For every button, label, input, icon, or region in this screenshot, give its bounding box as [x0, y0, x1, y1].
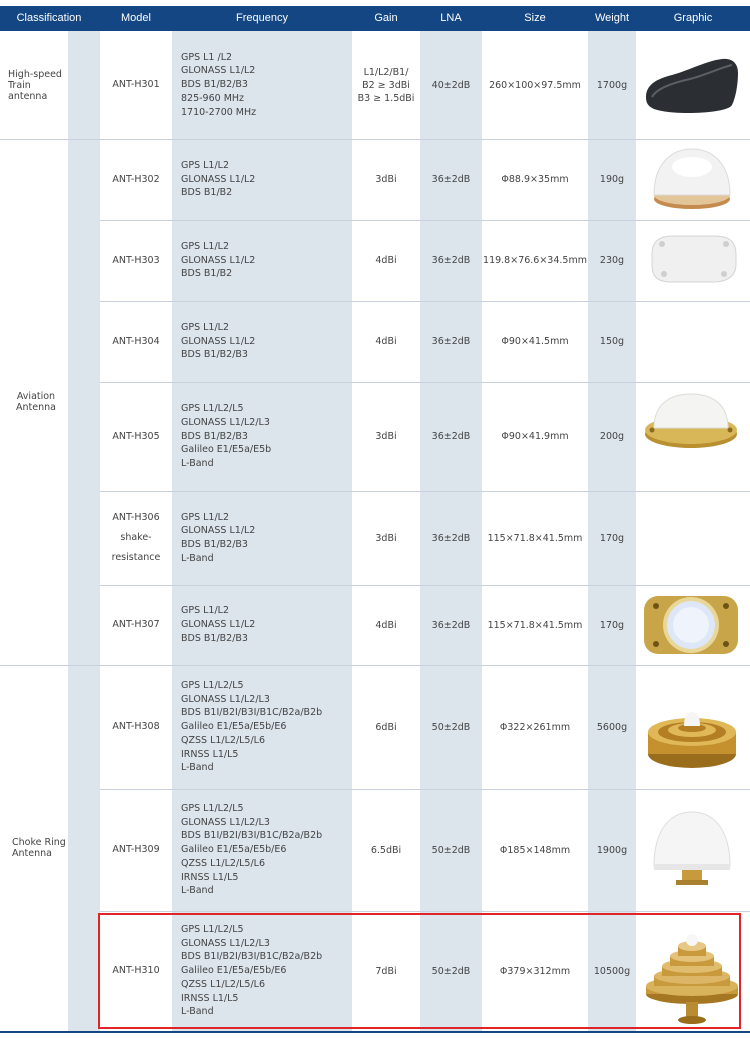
gold-choke-ring-antenna-icon	[644, 692, 740, 774]
frequency-item: IRNSS L1/L5	[181, 992, 239, 1004]
size-cell	[482, 139, 588, 220]
weight-text: 150g	[599, 336, 625, 347]
lna-text: 50±2dB	[431, 721, 471, 733]
model-text	[112, 75, 159, 95]
gain-text	[371, 844, 401, 857]
size-cell	[482, 789, 588, 911]
gain-text	[375, 430, 396, 443]
model-line: ANT-H302	[112, 173, 160, 185]
weight-cell	[588, 665, 636, 789]
frequency-item: GLONASS L1/L2/L3	[181, 693, 270, 705]
lna-cell	[420, 491, 482, 585]
gain-line: 4dBi	[375, 336, 397, 347]
lna-cell	[420, 220, 482, 301]
frequency-item: GLONASS L1/L2/L3	[181, 416, 270, 428]
gain-text	[375, 619, 396, 632]
weight-cell	[588, 382, 636, 491]
frequency-item: L-Band	[181, 552, 214, 564]
gain-line: 3dBi	[375, 174, 397, 185]
weight-text: 5600g	[596, 721, 628, 733]
train-shark-fin-antenna-icon	[642, 53, 742, 119]
classification-line: Antenna	[12, 848, 52, 859]
gain-text	[375, 335, 396, 348]
lna-cell	[420, 665, 482, 789]
model-line: ANT-H309	[112, 844, 160, 855]
size-cell	[482, 220, 588, 301]
model-cell	[100, 491, 172, 585]
classification-train	[0, 31, 68, 139]
weight-text: 1700g	[596, 79, 628, 91]
frequency-item: GPS L1/L2	[181, 240, 230, 252]
table-bottom-border	[0, 1031, 750, 1033]
model-cell	[100, 382, 172, 491]
gain-line: 7dBi	[375, 965, 397, 977]
gain-cell	[352, 789, 420, 911]
header-weight: Weight	[594, 12, 630, 24]
size-cell	[482, 301, 588, 382]
model-line: ANT-H308	[112, 721, 160, 732]
model-text	[112, 251, 159, 271]
size-text: Φ88.9×35mm	[501, 174, 569, 185]
weight-cell	[588, 139, 636, 220]
gold-flange-dome-antenna-icon	[642, 388, 740, 452]
size-text: Φ90×41.9mm	[501, 431, 569, 442]
lna-text: 36±2dB	[431, 255, 471, 266]
weight-cell	[588, 789, 636, 911]
classification-aviation	[0, 139, 68, 665]
gain-cell	[352, 382, 420, 491]
lna-cell	[420, 789, 482, 911]
frequency-item: L-Band	[181, 1006, 214, 1018]
frequency-item: GPS L1/L2/L5	[181, 924, 244, 936]
model-text	[112, 840, 159, 860]
lna-text: 50±2dB	[431, 965, 471, 977]
frequency-item: 825-960 MHz	[181, 92, 245, 104]
gain-cell	[352, 31, 420, 139]
model-cell	[100, 585, 172, 665]
frequency-list	[181, 51, 256, 120]
frequency-item: GPS L1/L2/L5	[181, 403, 244, 415]
classification-line: Choke Ring	[12, 837, 66, 848]
lna-cell	[420, 139, 482, 220]
gain-text	[375, 254, 396, 267]
model-line: ANT-H306	[112, 512, 160, 523]
frequency-list	[181, 402, 271, 471]
gain-line: B2 ≥ 3dBi	[362, 79, 410, 91]
classification-choke-ring	[0, 665, 68, 1031]
model-cell	[100, 789, 172, 911]
gain-text	[375, 532, 396, 545]
gain-cell	[352, 139, 420, 220]
weight-cell	[588, 301, 636, 382]
frequency-item: GLONASS L1/L2/L3	[181, 816, 270, 828]
classification-line: High-speed	[8, 68, 62, 80]
frequency-item: QZSS L1/L2/L5/L6	[181, 978, 266, 990]
frequency-list	[181, 604, 255, 645]
header-size: Size	[524, 12, 546, 24]
gain-text	[358, 66, 415, 105]
gain-cell	[352, 491, 420, 585]
model-line: ANT-H307	[112, 619, 160, 630]
model-text	[112, 332, 159, 352]
gain-text	[375, 721, 396, 734]
frequency-item: GPS L1/L2/L5	[181, 803, 244, 815]
frequency-list	[181, 159, 255, 200]
frequency-item: BDS B1/B2/B3	[181, 539, 248, 550]
frequency-item: IRNSS L1/L5	[181, 871, 239, 883]
frequency-list	[181, 321, 255, 362]
weight-cell	[588, 491, 636, 585]
size-text: Φ379×312mm	[499, 965, 571, 977]
size-text: Φ322×261mm	[499, 721, 571, 733]
frequency-item: GLONASS L1/L2/L3	[181, 937, 270, 949]
frequency-item: GLONASS L1/L2	[181, 173, 256, 185]
frequency-item: QZSS L1/L2/L5/L6	[181, 857, 266, 869]
lna-cell	[420, 382, 482, 491]
size-cell	[482, 491, 588, 585]
model-line: ANT-H301	[112, 79, 160, 90]
white-radome-antenna-icon	[648, 808, 736, 892]
frequency-item: L-Band	[181, 458, 214, 470]
lna-text: 36±2dB	[431, 336, 471, 347]
frequency-item: GLONASS L1/L2	[181, 619, 256, 631]
gain-cell	[352, 585, 420, 665]
frequency-item: BDS B1I/B2I/B3I/B1C/B2a/B2b	[181, 830, 323, 842]
size-text: Φ185×148mm	[499, 844, 571, 856]
model-text	[112, 717, 159, 737]
frequency-item: BDS B1/B2	[181, 268, 233, 280]
lna-cell	[420, 301, 482, 382]
frequency-item: GPS L1/L2	[181, 605, 230, 617]
frequency-item: L-Band	[181, 762, 214, 774]
frequency-item: Galileo E1/E5a/E5b/E6	[181, 721, 287, 733]
frequency-item: BDS B1/B2	[181, 187, 233, 199]
header-lna: LNA	[440, 12, 462, 24]
frequency-item: BDS B1/B2/B3	[181, 349, 248, 361]
model-text	[100, 508, 172, 568]
frequency-list	[181, 240, 255, 281]
weight-text: 1900g	[596, 844, 628, 856]
frequency-item: L-Band	[181, 885, 214, 897]
frequency-item: QZSS L1/L2/L5/L6	[181, 734, 266, 746]
frequency-item: Galileo E1/E5a/E5b/E6	[181, 844, 287, 856]
lna-text: 36±2dB	[431, 174, 471, 185]
frequency-item: BDS B1/B2/B3	[181, 632, 248, 644]
group-divider	[0, 139, 750, 140]
model-cell	[100, 31, 172, 139]
frequency-item: GLONASS L1/L2	[181, 254, 256, 266]
lna-text: 36±2dB	[431, 532, 471, 544]
frequency-list	[181, 511, 255, 566]
classification-line: Aviation	[16, 391, 56, 402]
lna-cell	[420, 31, 482, 139]
frequency-item: GLONASS L1/L2	[181, 335, 256, 347]
model-cell	[100, 220, 172, 301]
size-text: 119.8×76.6×34.5mm	[483, 255, 587, 266]
frequency-item: GLONASS L1/L2	[181, 65, 256, 77]
flat-rectangular-antenna-icon	[644, 228, 740, 288]
size-text: 260×100×97.5mm	[489, 79, 581, 91]
gain-line: L1/L2/B1/	[363, 66, 409, 78]
weight-cell	[588, 585, 636, 665]
frequency-item: GPS L1/L2	[181, 511, 230, 523]
gain-cell	[352, 665, 420, 789]
weight-cell	[588, 31, 636, 139]
model-line: ANT-H310	[112, 965, 160, 976]
model-cell	[100, 139, 172, 220]
frequency-item: GLONASS L1/L2	[181, 525, 256, 537]
frequency-item: Galileo E1/E5a/E5b/E6	[181, 965, 287, 977]
model-cell	[100, 665, 172, 789]
frequency-list	[181, 679, 322, 775]
gain-text	[375, 173, 396, 186]
weight-text: 230g	[599, 255, 625, 266]
gain-line: 4dBi	[375, 255, 397, 266]
frequency-item: GPS L1/L2	[181, 321, 230, 333]
round-dome-antenna-icon	[650, 145, 734, 215]
frequency-item: GPS L1/L2/L5	[181, 680, 244, 692]
model-line: ANT-H305	[112, 430, 160, 442]
frequency-item: IRNSS L1/L5	[181, 748, 239, 760]
size-cell	[482, 585, 588, 665]
model-text	[112, 615, 159, 635]
highlighted-row-outline	[98, 913, 741, 1029]
frequency-item: 1710-2700 MHz	[181, 106, 257, 118]
gain-line: B3 ≥ 1.5dBi	[357, 92, 415, 104]
classification-line: Antenna	[16, 402, 56, 413]
header-gain: Gain	[374, 12, 398, 24]
weight-cell	[588, 220, 636, 301]
gain-line: 4dBi	[375, 619, 397, 631]
size-text: 115×71.8×41.5mm	[487, 619, 583, 631]
frequency-item: GPS L1 /L2	[181, 51, 233, 63]
lna-text: 36±2dB	[431, 431, 471, 442]
frequency-item: BDS B1/B2/B3	[181, 430, 248, 442]
weight-text: 10500g	[593, 965, 631, 977]
model-line: ANT-H304	[112, 335, 160, 347]
gain-line: 6dBi	[375, 721, 397, 733]
size-cell	[482, 382, 588, 491]
lna-text: 40±2dB	[431, 79, 471, 91]
classification-line: Train antenna	[8, 79, 48, 102]
model-line: ANT-H303	[112, 254, 160, 266]
size-cell	[482, 665, 588, 789]
gain-line: 3dBi	[375, 431, 397, 442]
frequency-list	[181, 802, 322, 898]
gain-cell	[352, 220, 420, 301]
size-text: Φ90×41.5mm	[501, 336, 569, 347]
group-divider	[0, 665, 750, 666]
lna-cell	[420, 585, 482, 665]
gain-line: 6.5dBi	[370, 844, 402, 856]
table-header	[0, 6, 750, 31]
weight-text: 190g	[599, 174, 625, 185]
lna-text: 50±2dB	[431, 844, 471, 856]
gain-cell	[352, 301, 420, 382]
size-cell	[482, 31, 588, 139]
header-frequency: Frequency	[236, 12, 288, 24]
size-text: 115×71.8×41.5mm	[487, 532, 583, 544]
header-classification: Classification	[16, 12, 82, 24]
frequency-item: Galileo E1/E5a/E5b	[181, 444, 272, 456]
shade-column	[68, 31, 100, 1031]
weight-text: 170g	[599, 532, 625, 544]
model-cell	[100, 301, 172, 382]
gain-line: 3dBi	[375, 532, 397, 544]
lna-text: 36±2dB	[431, 619, 471, 631]
frequency-item: BDS B1I/B2I/B3I/B1C/B2a/B2b	[181, 707, 323, 719]
weight-text: 200g	[599, 431, 625, 442]
header-model: Model	[121, 12, 151, 24]
frequency-item: BDS B1I/B2I/B3I/B1C/B2a/B2b	[181, 951, 323, 963]
model-text	[112, 170, 159, 190]
gold-plate-top-antenna-icon	[642, 592, 740, 658]
frequency-item: BDS B1/B2/B3	[181, 79, 248, 91]
header-graphic: Graphic	[673, 12, 713, 24]
model-text	[112, 427, 159, 447]
frequency-item: GPS L1/L2	[181, 159, 230, 171]
weight-text: 170g	[599, 619, 625, 631]
model-line: shake-resistance	[111, 532, 161, 563]
